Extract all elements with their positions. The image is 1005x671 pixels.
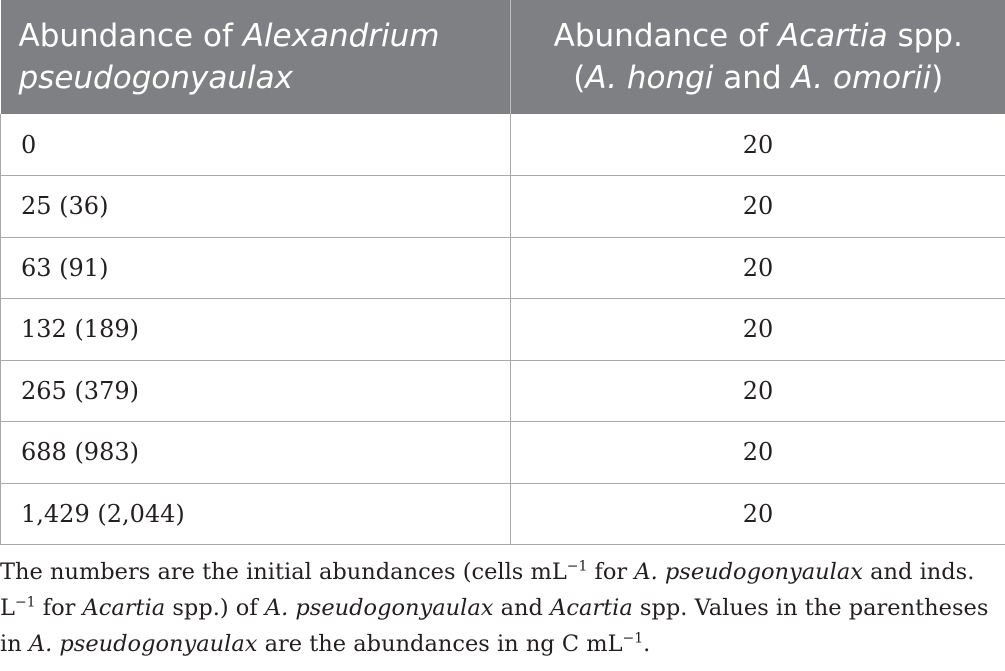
footnote-species: A. pseudogonyaulax: [28, 631, 258, 657]
cell-acartia-abundance: 20: [511, 299, 1005, 361]
cell-alexandrium-abundance: 688 (983): [1, 422, 511, 484]
header-alexandrium-species: Alexandrium pseudogonyaulax: [18, 18, 440, 96]
table-body: [1, 114, 1005, 545]
cell-acartia-abundance: 20: [511, 422, 1005, 484]
table-row: [1, 237, 1005, 299]
footnote-text: spp.) of: [165, 595, 265, 621]
table-footnote: [0, 554, 1000, 662]
cell-acartia-abundance: 20: [511, 176, 1005, 238]
header-acartia: [511, 0, 1005, 114]
footnote-superscript: −1: [14, 594, 36, 611]
cell-alexandrium-abundance: 0: [1, 114, 511, 176]
footnote-superscript: −1: [566, 558, 588, 575]
cell-alexandrium-abundance: 1,429 (2,044): [1, 483, 511, 545]
footnote-text: The numbers are the initial abundances (cells mL: [0, 559, 567, 585]
footnote-species: A. pseudogonyaulax: [264, 595, 494, 621]
cell-alexandrium-abundance: 63 (91): [1, 237, 511, 299]
footnote-text: spp. Values in the parentheses in: [0, 595, 989, 657]
table-row: [1, 176, 1005, 238]
header-acartia-species-1: A. hongi: [585, 60, 714, 96]
header-acartia-conj: and: [713, 60, 792, 96]
header-acartia-species-2: A. omorii: [791, 60, 932, 96]
cell-acartia-abundance: 20: [511, 237, 1005, 299]
table-header: [1, 0, 1005, 114]
header-acartia-prefix: Abundance of: [553, 18, 778, 54]
footnote-text: for: [587, 559, 635, 585]
footnote-text: are the abundances in ng C mL: [257, 631, 623, 657]
footnote-species: Acartia: [82, 595, 166, 621]
cell-acartia-abundance: 20: [511, 360, 1005, 422]
cell-acartia-abundance: 20: [511, 114, 1005, 176]
footnote-text: for: [35, 595, 83, 621]
cell-alexandrium-abundance: 265 (379): [1, 360, 511, 422]
cell-alexandrium-abundance: 132 (189): [1, 299, 511, 361]
cell-acartia-abundance: 20: [511, 483, 1005, 545]
table-row: [1, 360, 1005, 422]
footnote-species: Acartia: [550, 595, 633, 621]
table-row: [1, 483, 1005, 545]
header-acartia-genus: Acartia: [777, 18, 888, 54]
header-acartia-suffix: spp.: [887, 18, 963, 54]
header-alexandrium-prefix: Abundance of: [18, 18, 243, 54]
table-row: [1, 299, 1005, 361]
footnote-text: and inds. L: [0, 559, 975, 621]
table-row: [1, 422, 1005, 484]
cell-alexandrium-abundance: 25 (36): [1, 176, 511, 238]
footnote-text: .: [643, 631, 651, 657]
header-acartia-paren-open: (: [573, 60, 586, 96]
header-row: [1, 0, 1005, 114]
header-acartia-paren-close: ): [931, 60, 944, 96]
footnote-text: and: [493, 595, 551, 621]
table-row: [1, 114, 1005, 176]
footnote-superscript: −1: [622, 630, 644, 647]
footnote-species: A. pseudogonyaulax: [634, 559, 863, 585]
header-alexandrium: [1, 0, 511, 114]
